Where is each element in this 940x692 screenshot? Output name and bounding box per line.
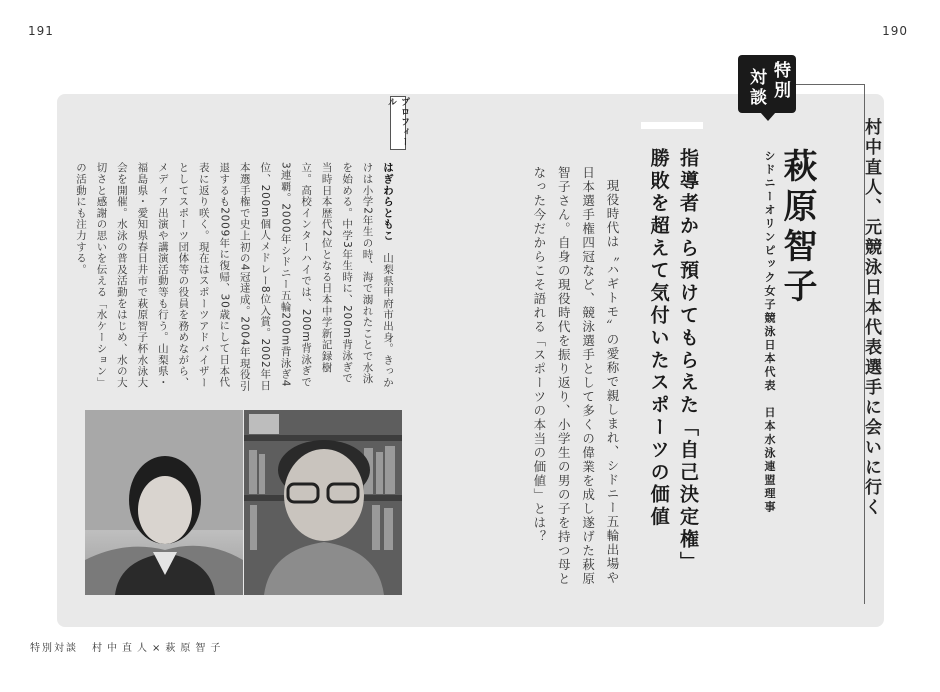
title-line-1: 指導者から預けてもらえた「自己決定権」: [677, 148, 699, 574]
lead-paragraph: [527, 166, 625, 598]
title-accent-bar: [641, 122, 703, 129]
footer-label: 特別対談: [30, 643, 78, 654]
profile-block: [71, 162, 399, 392]
guest-name: 萩原智子: [777, 148, 817, 308]
badge-line2: 対談: [746, 68, 766, 108]
guest-photo: [85, 410, 243, 595]
lead-text: 現役時代は〝ハギトモ〟の愛称で親しまれ、シドニー五輪出場や日本選手権四冠など、競泳選手として多くの偉業を成し遂げた萩原智子さん。自身の現役時代を振り返り、小学生の男の子を持つ母となった今だからこそ語れる「スポーツの本当の価値」とは？: [531, 166, 620, 586]
headline: 村中直人、元競泳日本代表選手に会いに行く: [861, 118, 881, 518]
profile-text: 山梨県甲府市出身。きっかけは小学2年生の時、海で溺れたことで水泳を始める。中学3年生時に、200m背泳ぎで当時日本歴代2位となる日本中学新記録樹立。高校インターハイでは、200m背泳ぎで3連覇。2000年シドニー五輪200m背泳ぎ4位、200m個人メドレー8位入賞。2002年日本選手権で史上初の4冠達成。2004年現役引退するも2009年に復帰、30歳にして日本代表に返り咲く。現在はスポーツアドバイザーとしてスポーツ団体等の役員を務めながら、メディア出演や講演活動等も行う。山梨県・福島県・愛知県春日井市で萩原智子杯水泳大会を開催。水泳の普及活動をはじめ、水の大切さと感謝の思いを伝える「水ケーション」の活動にも注力する。: [74, 162, 394, 392]
footer: [30, 639, 225, 654]
host-photo: [244, 410, 402, 595]
title-line-2: 勝敗を超えて気付いたスポーツの価値: [647, 148, 670, 529]
page-number-right: 190: [882, 24, 908, 38]
article-title: [643, 148, 702, 574]
guest-role: シドニーオリンピック女子競泳日本代表 日本水泳連盟理事: [763, 150, 776, 515]
special-talk-badge: [738, 55, 796, 113]
footer-names: 村中直人×萩原智子: [92, 643, 226, 654]
badge-line1: 特別: [770, 61, 790, 101]
profile-name: はぎわらともこ: [382, 162, 394, 242]
profile-label: プロフィール: [390, 96, 406, 150]
frame-rule-top: [792, 84, 865, 85]
page-number-left: 191: [28, 24, 54, 38]
